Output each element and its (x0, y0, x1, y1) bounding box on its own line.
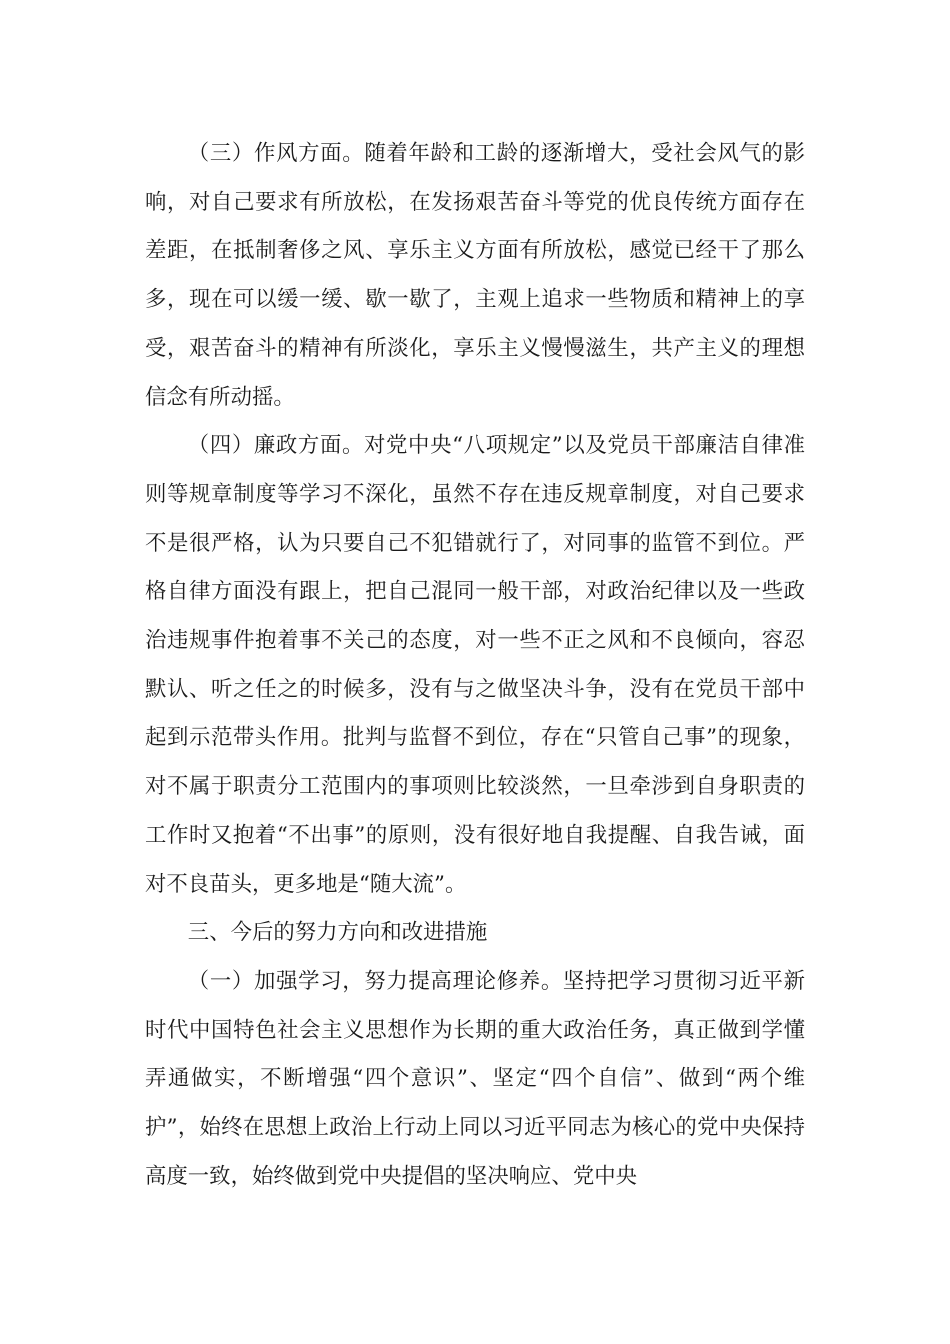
section-heading-future-direction: 三、今后的努力方向和改进措施 (187, 920, 488, 946)
paragraph-style-aspect: （三）作风方面。随着年龄和工龄的逐渐增大，受社会风气的影响，对自己要求有所放松，在发扬艰苦奋斗等党的优良传统方面存在差距，在抵制奢侈之风、享乐主义方面有所放松，感觉已经干了那么多，现在可以缓一缓、歇一歇了，主观上追求一些物质和精神上的享受，艰苦奋斗的精神有所淡化，享乐主义慢慢滋生，共产主义的理想信念有所动摇。 (145, 141, 805, 410)
document-page (145, 130, 805, 1201)
paragraph-integrity-aspect: （四）廉政方面。对党中央“八项规定”以及党员干部廉洁自律准则等规章制度等学习不深化，虽然不存在违反规章制度，对自己要求不是很严格，认为只要自己不犯错就行了，对同事的监管不到位。严格自律方面没有跟上，把自己混同一般干部，对政治纪律以及一些政治违规事件抱着事不关己的态度，对一些不正之风和不良倾向，容忍默认、听之任之的时候多，没有与之做坚决斗争，没有在党员干部中起到示范带头作用。批判与监督不到位，存在“只管自己事”的现象，对不属于职责分工范围内的事项则比较淡然，一旦牵涉到自身职责的工作时又抱着“不出事”的原则，没有很好地自我提醒、自我告诫，面对不良苗头，更多地是“随大流”。 (145, 433, 805, 897)
paragraph-strengthen-study: （一）加强学习，努力提高理论修养。坚持把学习贯彻习近平新时代中国特色社会主义思想作为长期的重大政治任务，真正做到学懂弄通做实，不断增强“四个意识”、坚定“四个自信”、做到“两个维护”，始终在思想上政治上行动上同以习近平同志为核心的党中央保持高度一致，始终做到党中央提倡的坚决响应、党中央 (145, 968, 805, 1189)
